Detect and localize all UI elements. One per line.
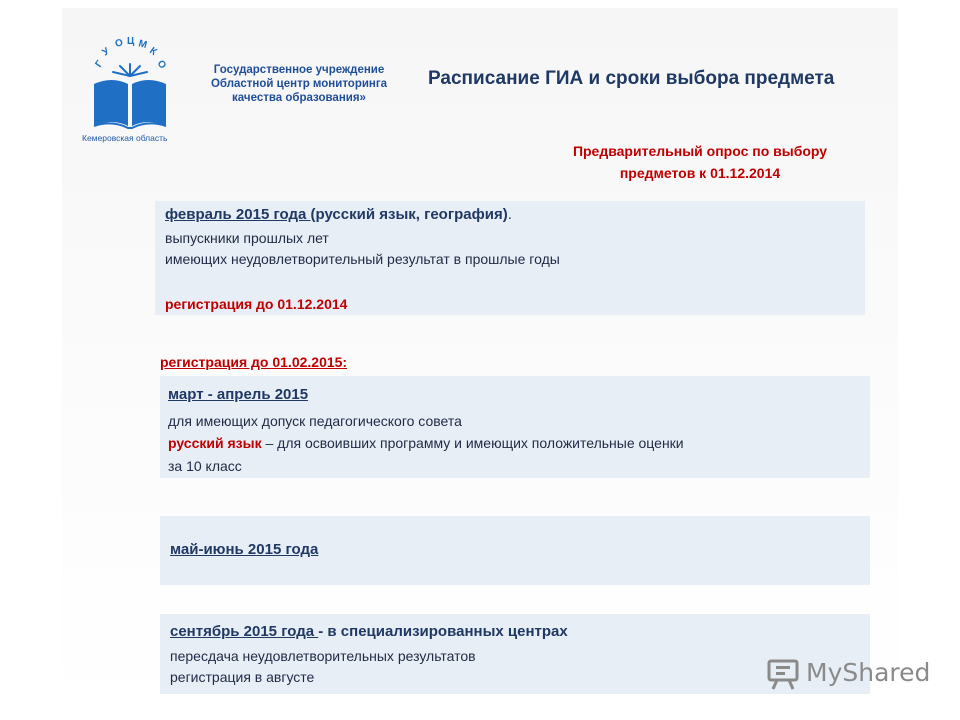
february-period: . [507,206,512,223]
svg-text:У: У [100,45,112,59]
subtitle-line-2: предметов к 01.12.2014 [619,165,781,181]
subtitle [520,140,880,184]
february-block [155,201,865,315]
spring-line-3-rest: – для освоивших программу и имеющих положительные оценки [261,435,684,451]
presentation-board-icon [766,658,802,690]
september-line-3: регистрация в августе [170,669,315,685]
svg-text:М: М [137,38,149,52]
logo [80,36,180,146]
org-line-3: качества образования» [232,92,366,104]
september-date: сентябрь 2015 года [170,623,319,640]
svg-text:Г: Г [93,58,106,70]
september-line-2: пересдача неудовлетворительных результатов [170,648,476,664]
spring-block [160,376,870,478]
february-heading [165,206,512,223]
february-date: февраль 2015 года [165,206,311,223]
open-book-logo-icon [80,36,180,136]
february-registration: регистрация до 01.12.2014 [165,296,348,312]
spring-russian-language: русский язык [168,435,262,451]
org-line-2: Областной центр мониторинга [210,78,388,90]
spring-registration-deadline: регистрация до 01.02.2015: [160,354,348,370]
svg-text:О: О [154,58,169,72]
svg-text:О: О [113,37,125,50]
logo-region-label: Кемеровская область [82,133,168,143]
february-subjects: (русский язык, география) [310,206,508,223]
watermark [766,656,936,692]
may-june-heading: май-июнь 2015 года [170,541,319,558]
february-line-2: выпускники прошлых лет [165,230,329,246]
svg-text:К: К [147,45,159,58]
september-heading-rest: - в специализированных центрах [318,623,568,640]
spring-line-4: за 10 класс [168,458,242,474]
spring-heading: март - апрель 2015 [168,386,309,403]
september-block [160,614,870,694]
page-title: Расписание ГИА и сроки выбора предмета [428,68,835,89]
svg-text:Ц: Ц [127,36,135,47]
september-heading [170,623,568,640]
may-june-block [160,516,870,585]
subtitle-line-1: Предварительный опрос по выбору [572,143,828,159]
february-line-3: имеющих неудовлетворительный результат в прошлые годы [165,251,560,267]
spring-line-2: для имеющих допуск педагогического совета [168,413,462,429]
watermark-text: MyShared [806,658,931,687]
spring-line-3 [168,435,684,451]
organization-name [192,63,406,105]
org-line-1: Государственное учреждение [213,64,385,76]
